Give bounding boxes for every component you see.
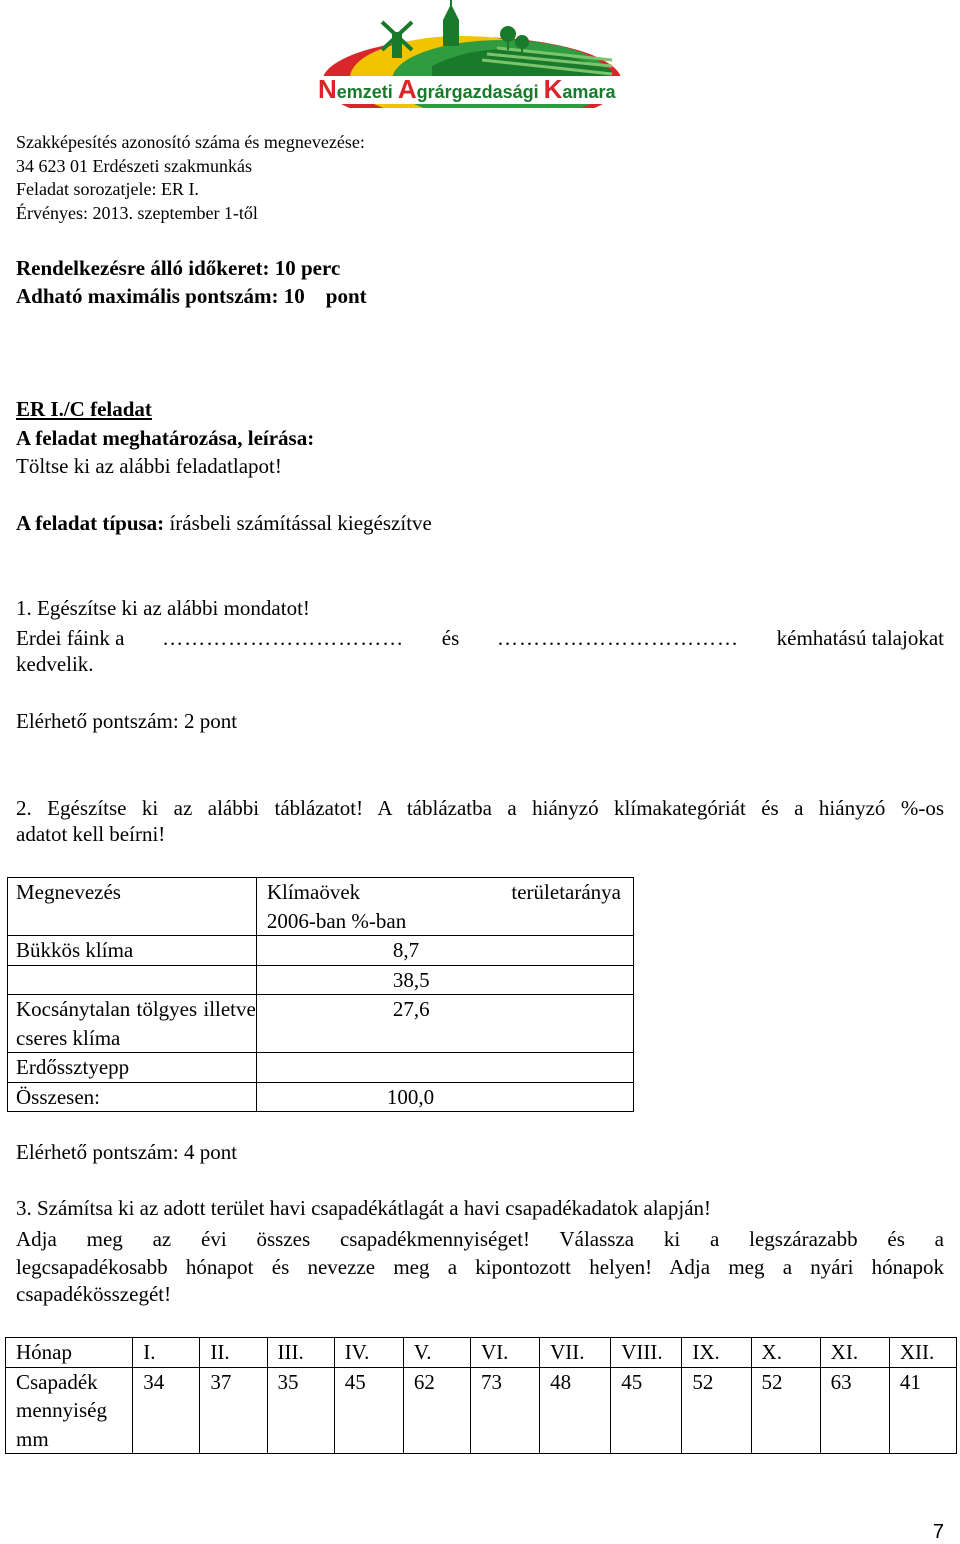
table-header-row [8, 878, 634, 936]
logo-church-roof [443, 4, 459, 20]
month-label-cell: Hónap [6, 1338, 133, 1368]
header-line-1: Szakképesítés azonosító száma és megnevezése: [16, 132, 365, 152]
task-type [16, 511, 432, 536]
precipitation-cell: 63 [820, 1367, 889, 1454]
row-value-cell: 27,6 [256, 995, 633, 1053]
row-value-cell: 8,7 [256, 936, 633, 966]
header-line-4: Érvényes: 2013. szeptember 1-től [16, 202, 258, 223]
month-cell: V. [403, 1338, 470, 1368]
qualification-header [16, 131, 365, 225]
q1-points: Elérhető pontszám: 2 pont [16, 709, 238, 733]
header-line-2: 34 623 01 Erdészeti szakmunkás [16, 155, 252, 176]
header-share-a: Klímaövek [266, 880, 361, 904]
row-name-text: Kocsánytalan tölgyes illetve cseres klíma [16, 997, 256, 1050]
table-row [8, 936, 634, 966]
row-name-cell-blank[interactable] [8, 965, 257, 995]
q1-sentence-continuation: kedvelik. [16, 652, 94, 676]
precipitation-cell: 48 [540, 1367, 611, 1454]
logo-tree-1 [500, 26, 516, 42]
time-limit: Rendelkezésre álló időkeret: 10 perc [16, 256, 341, 280]
month-cell: VI. [470, 1338, 539, 1368]
precipitation-cell: 45 [334, 1367, 403, 1454]
precipitation-cell: 73 [470, 1367, 539, 1454]
precipitation-cell: 52 [751, 1367, 820, 1454]
month-cell: IV. [334, 1338, 403, 1368]
month-cell: II. [200, 1338, 267, 1368]
task-definition-label: A feladat meghatározása, leírása: [16, 426, 315, 450]
climate-table [7, 877, 634, 1112]
q1-sentence-end: kémhatású talajokat [776, 626, 944, 650]
table-row [8, 965, 634, 995]
header-share-c: 2006-ban %-ban [266, 908, 407, 933]
month-cell: VII. [540, 1338, 611, 1368]
logo-text: Nemzeti Agrárgazdasági Kamara [318, 74, 616, 104]
logo-church [443, 20, 459, 46]
row-name-cell: Bükkös klíma [8, 936, 257, 966]
header-share-cell [256, 878, 633, 936]
header-name-cell: Megnevezés [8, 878, 257, 936]
nak-logo [312, 0, 628, 108]
q1-title: 1. Egészítse ki az alábbi mondatot! [16, 596, 310, 620]
task-title: ER I./C feladat [16, 397, 152, 421]
month-cell: I. [133, 1338, 200, 1368]
precipitation-cell: 37 [200, 1367, 267, 1454]
header-line-3: Feladat sorozatjele: ER I. [16, 179, 199, 199]
q2-points: Elérhető pontszám: 4 pont [16, 1140, 238, 1164]
row-value-cell: 38,5 [256, 965, 633, 995]
header-share-b: területaránya [511, 880, 621, 904]
precipitation-table [5, 1337, 957, 1454]
precipitation-cell: 34 [133, 1367, 200, 1454]
logo-tree-2 [515, 35, 529, 49]
table-row-total [8, 1082, 634, 1112]
q3-line-2: Adja meg az évi összes csapadékmennyiséget! Válassza ki a legszárazabb és a [16, 1227, 944, 1251]
task-type-value: írásbeli számítással kiegészítve [164, 511, 432, 535]
q2-title-line-1: 2. Egészítse ki az alábbi táblázatot! A táblázatba a hiányzó klímakategóriát és a hiányzó %-os [16, 796, 944, 820]
max-points: Adható maximális pontszám: 10 pont [16, 284, 367, 308]
precipitation-row [6, 1367, 957, 1454]
table-row [8, 1053, 634, 1083]
row-name-cell [8, 995, 257, 1053]
q1-sentence [16, 624, 944, 653]
precipitation-cell: 45 [611, 1367, 682, 1454]
row-name-cell: Összesen: [8, 1082, 257, 1112]
months-row [6, 1338, 957, 1368]
month-cell: X. [751, 1338, 820, 1368]
precipitation-cell: 52 [682, 1367, 751, 1454]
page-number: 7 [932, 1521, 944, 1543]
month-cell: XII. [889, 1338, 956, 1368]
row-value-cell-blank[interactable] [256, 1053, 633, 1083]
q1-blank-2[interactable]: …………………………… [496, 626, 739, 650]
month-cell: III. [267, 1338, 334, 1368]
row-value-cell: 100,0 [256, 1082, 633, 1112]
q1-sentence-start: Erdei fáink a [16, 626, 125, 650]
precipitation-cell: 62 [403, 1367, 470, 1454]
month-cell: IX. [682, 1338, 751, 1368]
precipitation-label-cell: Csapadék mennyiség mm [6, 1367, 133, 1454]
logo-church-cross [450, 0, 452, 6]
task-instruction: Töltse ki az alábbi feladatlapot! [16, 454, 282, 478]
table-row [8, 995, 634, 1053]
precipitation-cell: 35 [267, 1367, 334, 1454]
month-cell: XI. [820, 1338, 889, 1368]
precipitation-cell: 41 [889, 1367, 956, 1454]
q3-line-1: 3. Számítsa ki az adott terület havi csapadékátlagát a havi csapadékadatok alapján! [16, 1196, 712, 1220]
month-cell: VIII. [611, 1338, 682, 1368]
row-name-cell: Erdőssztyepp [8, 1053, 257, 1083]
q3-line-4: csapadékösszegét! [16, 1282, 172, 1306]
q2-title-line-2: adatot kell beírni! [16, 822, 166, 846]
q1-blank-1[interactable]: …………………………… [162, 626, 405, 650]
task-type-label: A feladat típusa: [16, 511, 165, 535]
q3-line-3: legcsapadékosabb hónapot és nevezze meg a kipontozott helyen! Adja meg a nyári hónapok [16, 1255, 944, 1279]
q1-and: és [441, 626, 460, 650]
